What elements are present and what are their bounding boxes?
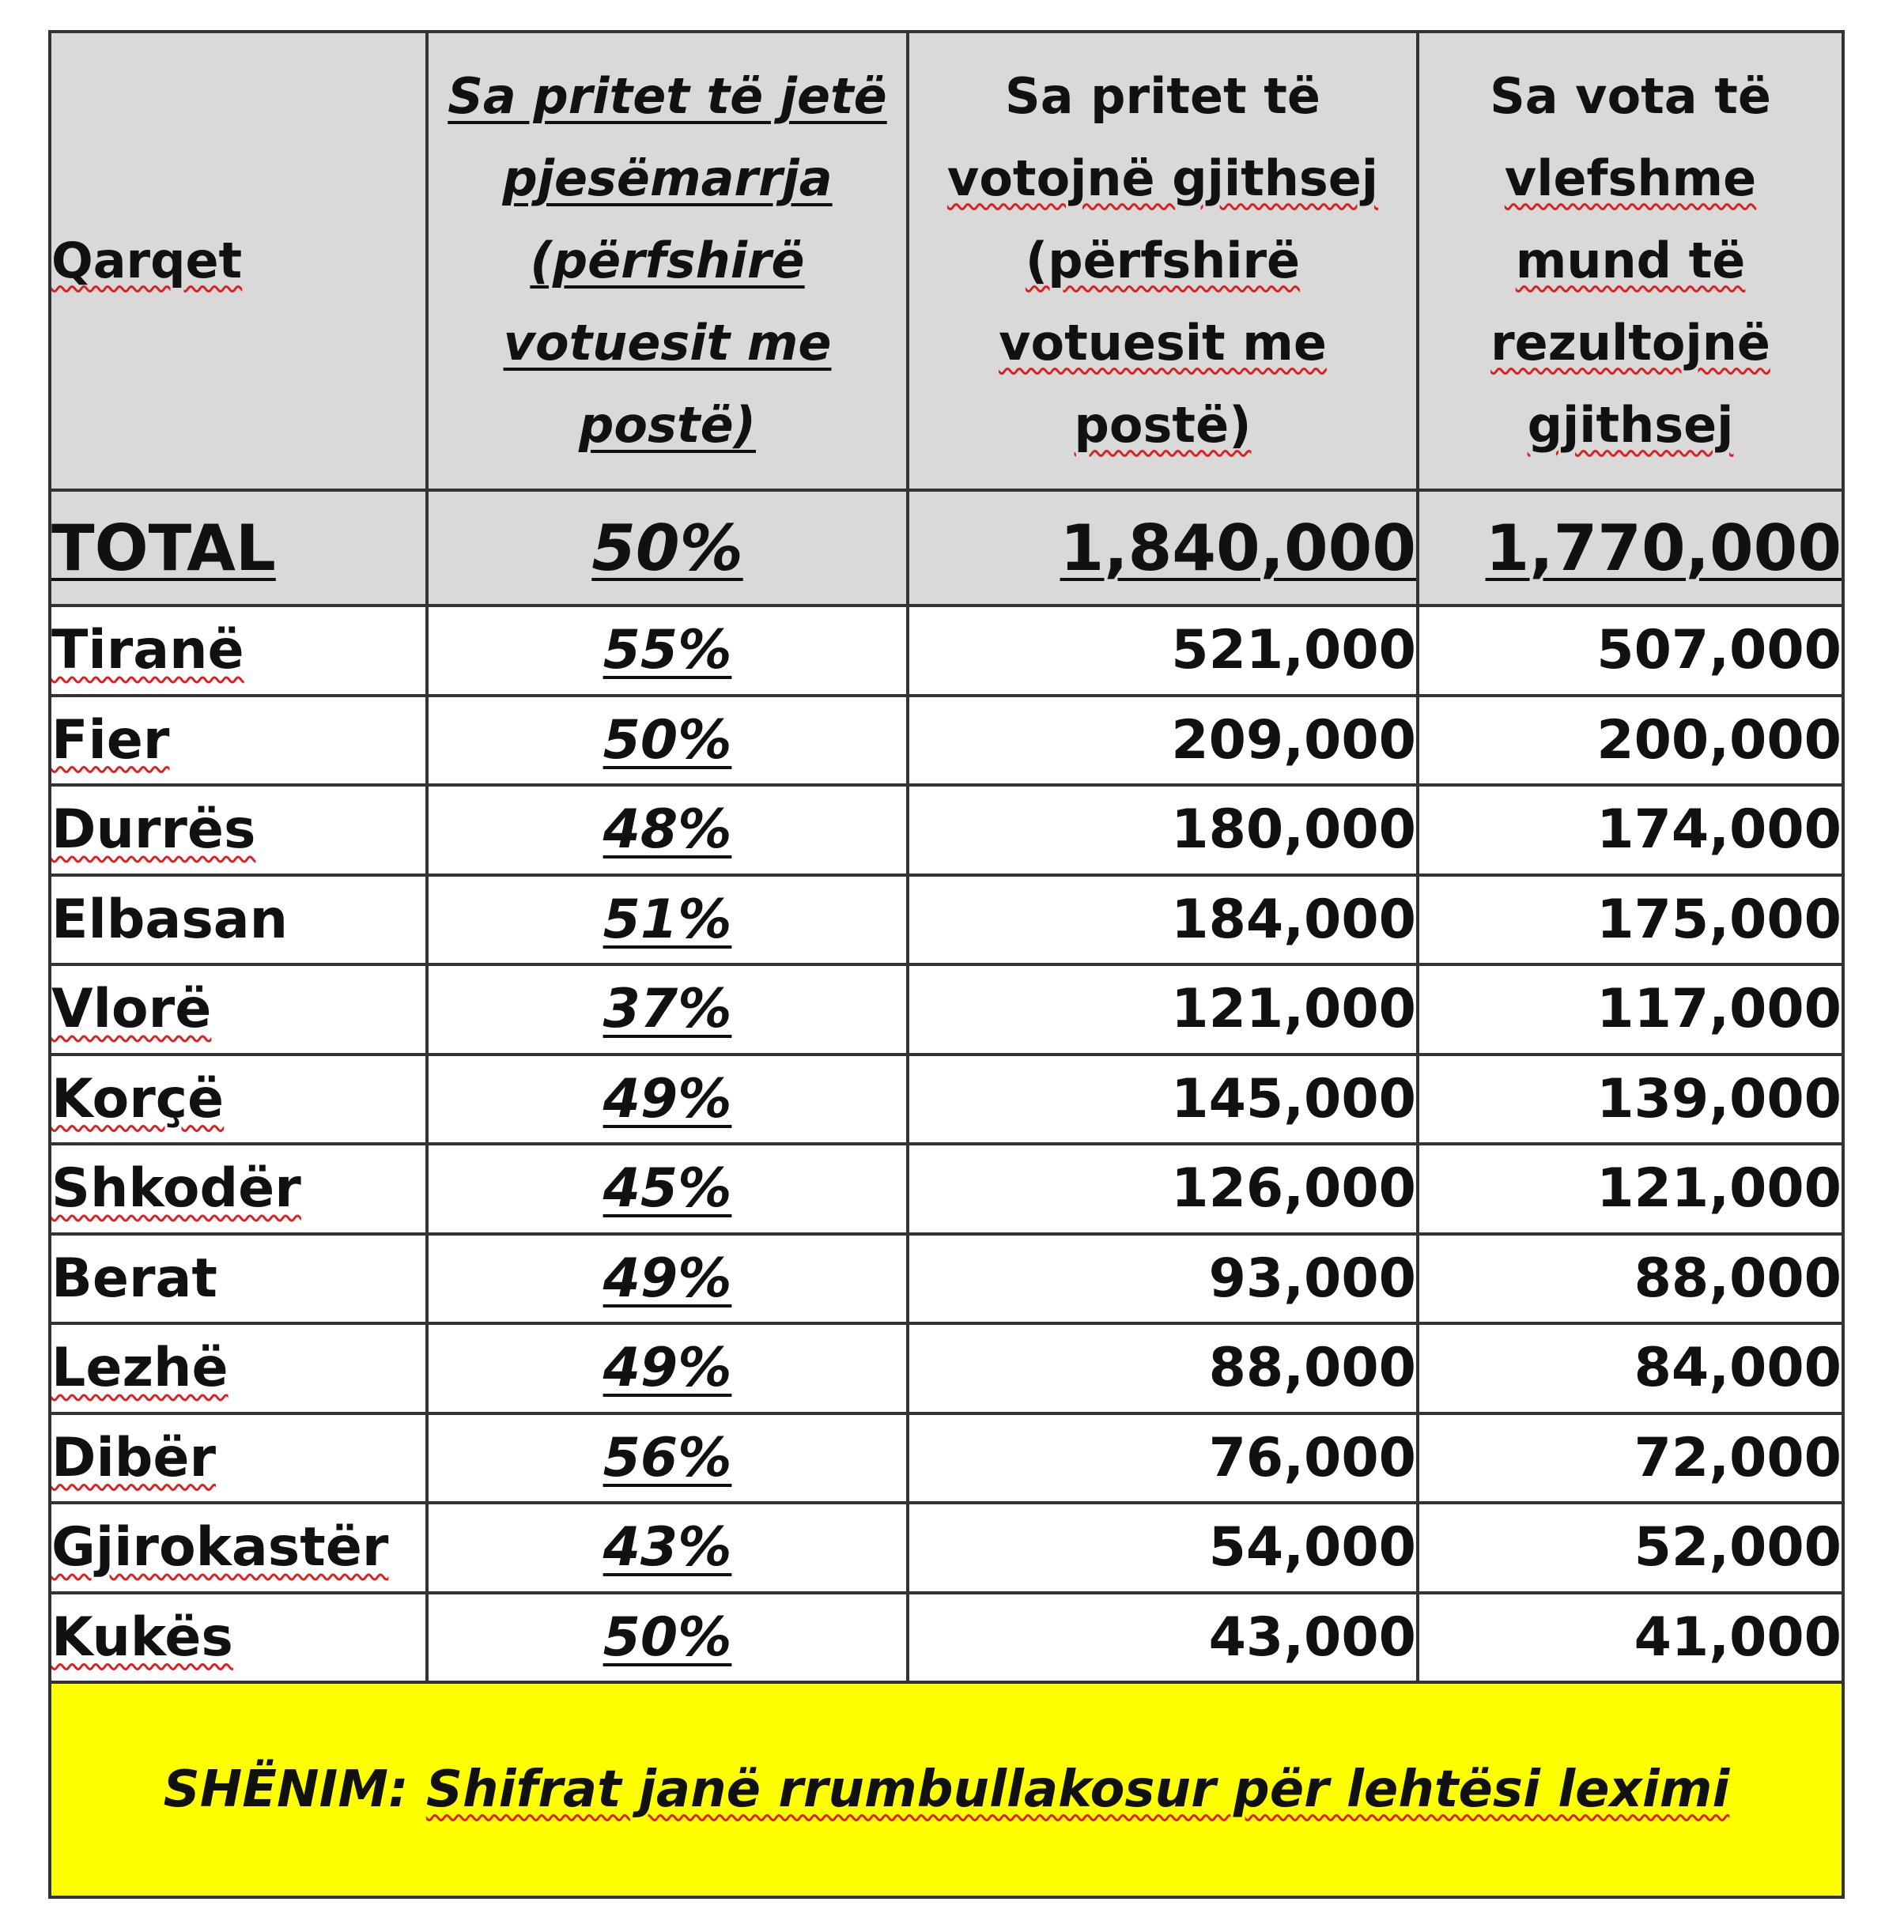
expected-voters-cell [908, 606, 1418, 696]
header-row [50, 32, 1843, 490]
valid-votes-cell [1418, 964, 1843, 1055]
header-expected-voters-line: (përfshirë [1025, 232, 1301, 289]
region-value: Vlorë [51, 978, 212, 1041]
total-valid-votes: 1,770,000 [1485, 511, 1842, 585]
turnout-value: 55% [603, 619, 732, 682]
turnout-cell [427, 1413, 908, 1504]
region-cell [50, 1413, 427, 1504]
total-expected-voters-cell [908, 490, 1418, 606]
table-row [50, 1503, 1843, 1593]
table-row [50, 1323, 1843, 1413]
header-turnout-line: votuesit me [503, 314, 832, 372]
header-expected-voters-line: votuesit me [999, 314, 1327, 372]
expected-voters-value: 54,000 [1208, 1516, 1416, 1579]
header-valid-votes-line: rezultojnë [1490, 314, 1770, 372]
region-value: Gjirokastër [51, 1516, 389, 1579]
header-valid-votes-line: mund të [1515, 232, 1746, 289]
turnout-value: 37% [603, 978, 732, 1041]
valid-votes-cell [1418, 1413, 1843, 1504]
header-region [50, 32, 427, 490]
expected-voters-value: 43,000 [1208, 1606, 1416, 1669]
expected-voters-value: 209,000 [1171, 708, 1416, 772]
turnout-value: 50% [603, 1606, 732, 1669]
valid-votes-value: 117,000 [1596, 978, 1842, 1041]
turnout-value: 43% [603, 1516, 732, 1579]
region-cell [50, 1234, 427, 1324]
valid-votes-cell [1418, 1503, 1843, 1593]
note-text: Shifrat janë rrumbullakosur për lehtësi leximi [425, 1760, 1730, 1819]
valid-votes-value: 200,000 [1596, 708, 1842, 772]
region-cell [50, 1055, 427, 1145]
expected-voters-cell [908, 1503, 1418, 1593]
total-expected-voters: 1,840,000 [1060, 511, 1416, 585]
valid-votes-cell [1418, 875, 1843, 965]
expected-voters-cell [908, 1144, 1418, 1234]
expected-voters-cell [908, 696, 1418, 786]
valid-votes-cell [1418, 606, 1843, 696]
turnout-value: 49% [603, 1067, 732, 1130]
valid-votes-value: 507,000 [1596, 619, 1842, 682]
table-row [50, 1144, 1843, 1234]
region-value: Korçë [51, 1067, 225, 1130]
turnout-cell [427, 875, 908, 965]
region-value: Fier [51, 708, 170, 772]
valid-votes-cell [1418, 1144, 1843, 1234]
turnout-cell [427, 1593, 908, 1683]
expected-voters-value: 180,000 [1171, 798, 1416, 862]
table-row [50, 1234, 1843, 1324]
expected-voters-value: 121,000 [1171, 978, 1416, 1041]
region-value: Kukës [51, 1606, 233, 1669]
header-turnout-line: (përfshirë [530, 232, 805, 289]
table-row [50, 1413, 1843, 1504]
total-turnout-cell [427, 490, 908, 606]
region-value: Durrës [51, 798, 256, 862]
turnout-value: 48% [603, 798, 732, 862]
valid-votes-cell [1418, 1234, 1843, 1324]
table-row [50, 696, 1843, 786]
region-value: Shkodër [51, 1157, 301, 1221]
turnout-cell [427, 785, 908, 875]
expected-voters-value: 184,000 [1171, 888, 1416, 951]
valid-votes-value: 41,000 [1634, 1606, 1842, 1669]
table-row [50, 606, 1843, 696]
header-expected-voters [908, 32, 1418, 490]
header-expected-voters-line: votojnë gjithsej [946, 149, 1379, 207]
turnout-value: 56% [603, 1426, 732, 1489]
turnout-cell [427, 1234, 908, 1324]
header-valid-votes-line: Sa vota të [1490, 67, 1771, 125]
expected-voters-cell [908, 1234, 1418, 1324]
region-cell [50, 875, 427, 965]
expected-voters-value: 145,000 [1171, 1067, 1416, 1130]
region-value: Tiranë [51, 619, 244, 682]
region-cell [50, 1503, 427, 1593]
expected-voters-value: 521,000 [1171, 619, 1416, 682]
region-value: Elbasan [51, 888, 289, 951]
turnout-cell [427, 1055, 908, 1145]
turnout-value: 51% [603, 888, 732, 951]
valid-votes-value: 52,000 [1634, 1516, 1842, 1579]
note-row [50, 1682, 1843, 1897]
table-row [50, 964, 1843, 1055]
table-row [50, 785, 1843, 875]
turnout-value: 50% [603, 708, 732, 772]
expected-voters-cell [908, 1055, 1418, 1145]
turnout-value: 45% [603, 1157, 732, 1221]
valid-votes-value: 72,000 [1634, 1426, 1842, 1489]
region-cell [50, 606, 427, 696]
region-value: Berat [51, 1247, 217, 1310]
valid-votes-cell [1418, 696, 1843, 786]
total-valid-votes-cell [1418, 490, 1843, 606]
turnout-cell [427, 1503, 908, 1593]
valid-votes-value: 84,000 [1634, 1337, 1842, 1400]
turnout-cell [427, 1144, 908, 1234]
region-cell [50, 1323, 427, 1413]
table-row [50, 1593, 1843, 1683]
total-label: TOTAL [51, 511, 276, 585]
valid-votes-cell [1418, 785, 1843, 875]
expected-voters-value: 88,000 [1208, 1337, 1416, 1400]
header-expected-voters-line: Sa pritet të [1005, 67, 1320, 125]
note-prefix: SHËNIM: [163, 1760, 426, 1819]
header-turnout-line: Sa pritet të jetë [448, 67, 887, 125]
turnout-value: 49% [603, 1337, 732, 1400]
valid-votes-value: 139,000 [1596, 1067, 1842, 1130]
turnout-value: 49% [603, 1247, 732, 1310]
header-region-label: Qarqet [51, 232, 243, 289]
header-turnout [427, 32, 908, 490]
region-cell [50, 964, 427, 1055]
region-value: Lezhë [51, 1337, 229, 1400]
expected-voters-value: 126,000 [1171, 1157, 1416, 1221]
region-cell [50, 785, 427, 875]
region-cell [50, 696, 427, 786]
header-valid-votes [1418, 32, 1843, 490]
turnout-cell [427, 606, 908, 696]
header-valid-votes-line: gjithsej [1527, 396, 1734, 454]
region-cell [50, 1593, 427, 1683]
expected-voters-cell [908, 785, 1418, 875]
header-expected-voters-line: postë) [1074, 396, 1252, 454]
total-row [50, 490, 1843, 606]
expected-voters-cell [908, 875, 1418, 965]
header-turnout-line: pjesëmarrja [502, 149, 833, 207]
header-valid-votes-line: vlefshme [1504, 149, 1757, 207]
valid-votes-value: 121,000 [1596, 1157, 1842, 1221]
table-row [50, 1055, 1843, 1145]
valid-votes-value: 175,000 [1596, 888, 1842, 951]
total-turnout: 50% [591, 511, 743, 585]
total-label-cell [50, 490, 427, 606]
election-estimate-table [48, 30, 1845, 1899]
valid-votes-value: 174,000 [1596, 798, 1842, 862]
valid-votes-cell [1418, 1593, 1843, 1683]
expected-voters-cell [908, 1413, 1418, 1504]
expected-voters-cell [908, 1593, 1418, 1683]
region-cell [50, 1144, 427, 1234]
expected-voters-value: 93,000 [1208, 1247, 1416, 1310]
valid-votes-value: 88,000 [1634, 1247, 1842, 1310]
turnout-cell [427, 964, 908, 1055]
expected-voters-value: 76,000 [1208, 1426, 1416, 1489]
table-row [50, 875, 1843, 965]
header-turnout-line: postë) [579, 396, 756, 454]
valid-votes-cell [1418, 1055, 1843, 1145]
note-cell [50, 1682, 1843, 1897]
expected-voters-cell [908, 964, 1418, 1055]
region-value: Dibër [51, 1426, 217, 1489]
turnout-cell [427, 1323, 908, 1413]
expected-voters-cell [908, 1323, 1418, 1413]
turnout-cell [427, 696, 908, 786]
valid-votes-cell [1418, 1323, 1843, 1413]
